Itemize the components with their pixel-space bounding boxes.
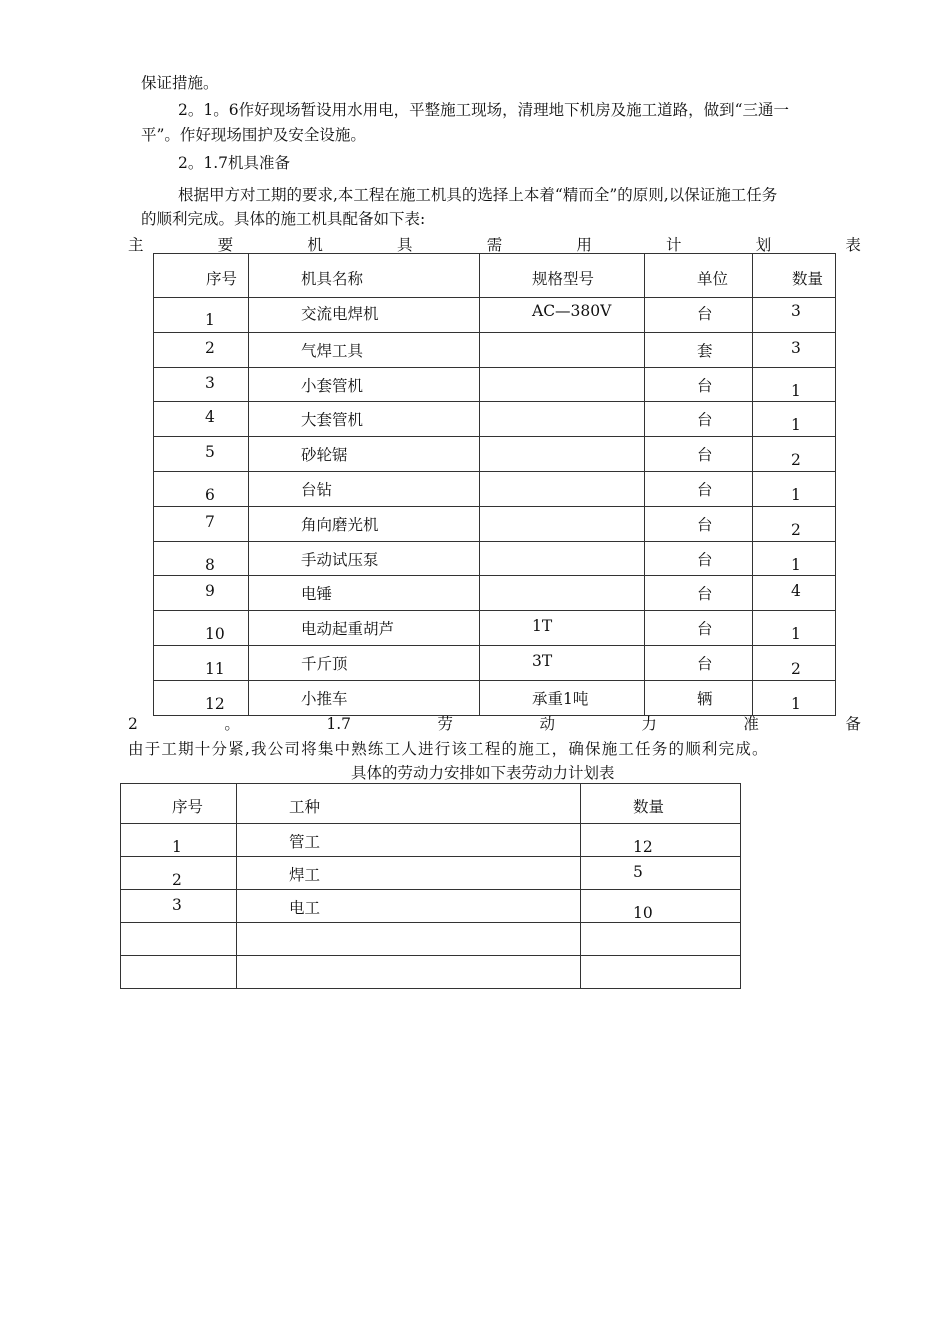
header-cell: 规格型号: [480, 254, 645, 298]
row-number: [121, 956, 237, 989]
table-row: [121, 824, 741, 857]
row-number: 12: [154, 680, 249, 715]
equipment-unit: 台: [645, 402, 753, 437]
equipment-unit: 台: [645, 471, 753, 506]
labour-section-heading: [128, 714, 861, 734]
table1-caption: [128, 235, 861, 255]
row-number: [121, 923, 237, 956]
equipment-spec: [480, 576, 645, 611]
row-number: 6: [154, 471, 249, 506]
paragraph-2-line-2: 平”。作好现场围护及安全设施。: [141, 126, 366, 144]
equipment-qty: 1: [753, 471, 836, 506]
equipment-unit: 台: [645, 645, 753, 680]
equipment-name: 台钻: [249, 471, 480, 506]
caption-char: 机: [307, 236, 323, 254]
equipment-unit: 辆: [645, 680, 753, 715]
row-number: 2: [154, 332, 249, 367]
table-row: [154, 541, 836, 576]
table-row: [121, 956, 741, 989]
paragraph-3-line-1: 根据甲方对工期的要求,本工程在施工机具的选择上本着“精而全”的原则,以保证施工任务: [178, 186, 778, 204]
header-cell: 数量: [753, 254, 836, 298]
caption-char: 用: [576, 236, 592, 254]
caption-char: 需: [486, 236, 503, 254]
equipment-name: 砂轮锯: [249, 437, 480, 472]
worker-count: [581, 956, 741, 989]
equipment-qty: 1: [753, 367, 836, 402]
equipment-name: 电锤: [249, 576, 480, 611]
heading-part: 准: [743, 715, 759, 733]
equipment-qty: 3: [753, 332, 836, 367]
equipment-unit: 台: [645, 506, 753, 541]
equipment-table: [153, 253, 836, 716]
row-number: 1: [121, 824, 237, 857]
header-cell: 序号: [121, 784, 237, 824]
table-row: [154, 576, 836, 611]
worker-count: [581, 923, 741, 956]
row-number: 4: [154, 402, 249, 437]
equipment-qty: 1: [753, 680, 836, 715]
header-cell: 机具名称: [249, 254, 480, 298]
header-cell: 序号: [154, 254, 249, 298]
header-cell: 工种: [237, 784, 581, 824]
table-row: [154, 298, 836, 333]
row-number: 2: [121, 857, 237, 890]
equipment-qty: 1: [753, 541, 836, 576]
equipment-qty: 2: [753, 645, 836, 680]
caption-char: 具: [397, 236, 413, 254]
row-number: 3: [121, 890, 237, 923]
equipment-spec: [480, 471, 645, 506]
table-row: [154, 367, 836, 402]
caption-char: 表: [845, 236, 861, 254]
table-row: [154, 506, 836, 541]
equipment-qty: 3: [753, 298, 836, 333]
worker-count: 10: [581, 890, 741, 923]
row-number: 1: [154, 298, 249, 333]
row-number: 11: [154, 645, 249, 680]
equipment-spec: [480, 506, 645, 541]
equipment-qty: 1: [753, 611, 836, 646]
table-row: [121, 890, 741, 923]
table-row: [154, 332, 836, 367]
worker-count: 5: [581, 857, 741, 890]
caption-char: 计: [666, 236, 682, 254]
heading-part: 劳: [437, 715, 453, 733]
table-row: [154, 402, 836, 437]
equipment-unit: 台: [645, 576, 753, 611]
equipment-qty: 2: [753, 437, 836, 472]
row-number: 3: [154, 367, 249, 402]
equipment-qty: 1: [753, 402, 836, 437]
worker-count: 12: [581, 824, 741, 857]
equipment-unit: 台: [645, 298, 753, 333]
equipment-name: 小推车: [249, 680, 480, 715]
equipment-name: 小套管机: [249, 367, 480, 402]
trade-name: 焊工: [237, 857, 581, 890]
equipment-name: 气焊工具: [249, 332, 480, 367]
row-number: 8: [154, 541, 249, 576]
equipment-spec: 3T: [480, 645, 645, 680]
equipment-spec: 承重1吨: [480, 680, 645, 715]
paragraph-1: 保证措施。: [141, 74, 219, 92]
trade-name: 管工: [237, 824, 581, 857]
trade-name: [237, 923, 581, 956]
row-number: 9: [154, 576, 249, 611]
table-row: [121, 923, 741, 956]
paragraph-3-line-2: 的顺利完成。具体的施工机具配备如下表:: [141, 210, 426, 228]
caption-char: 主: [128, 236, 144, 254]
row-number: 7: [154, 506, 249, 541]
paragraph-2-line-1: 2。1。6作好现场暂设用水用电，平整施工现场，清理地下机房及施工道路，做到“三通一: [178, 101, 790, 119]
trade-name: 电工: [237, 890, 581, 923]
heading-part: 动: [539, 715, 555, 733]
equipment-unit: 台: [645, 437, 753, 472]
heading-part: 1.7: [326, 715, 351, 733]
table-row: [154, 611, 836, 646]
equipment-name: 手动试压泵: [249, 541, 480, 576]
equipment-name: 角向磨光机: [249, 506, 480, 541]
equipment-unit: 台: [645, 541, 753, 576]
equipment-unit: 台: [645, 367, 753, 402]
equipment-spec: [480, 402, 645, 437]
table-row: [154, 471, 836, 506]
header-cell: 单位: [645, 254, 753, 298]
equipment-spec: [480, 541, 645, 576]
labour-paragraph-2: 具体的劳动力安排如下表劳动力计划表: [351, 764, 615, 782]
heading-part: 2: [128, 715, 138, 733]
equipment-name: 电动起重胡芦: [249, 611, 480, 646]
equipment-spec: 1T: [480, 611, 645, 646]
equipment-spec: [480, 367, 645, 402]
equipment-unit: 套: [645, 332, 753, 367]
table-header-row: [121, 784, 741, 824]
caption-char: 划: [755, 236, 772, 254]
heading-part: 备: [845, 715, 861, 733]
table-row: [121, 857, 741, 890]
equipment-name: 千斤顶: [249, 645, 480, 680]
equipment-qty: 4: [753, 576, 836, 611]
equipment-name: 交流电焊机: [249, 298, 480, 333]
labour-paragraph-1: 由于工期十分紧,我公司将集中熟练工人进行该工程的施工，确保施工任务的顺利完成。: [128, 740, 769, 758]
table-row: [154, 645, 836, 680]
header-cell: 数量: [581, 784, 741, 824]
heading-part: 力: [641, 715, 657, 733]
equipment-spec: AC—380V: [480, 298, 645, 333]
equipment-spec: [480, 332, 645, 367]
equipment-spec: [480, 437, 645, 472]
row-number: 10: [154, 611, 249, 646]
equipment-unit: 台: [645, 611, 753, 646]
labour-table: [120, 783, 741, 989]
table-row: [154, 680, 836, 715]
caption-char: 要: [217, 236, 234, 254]
equipment-qty: 2: [753, 506, 836, 541]
row-number: 5: [154, 437, 249, 472]
equipment-name: 大套管机: [249, 402, 480, 437]
section-heading-2-1-7: 2。1.7机具准备: [178, 154, 291, 172]
heading-part: 。: [224, 715, 240, 733]
trade-name: [237, 956, 581, 989]
table-row: [154, 437, 836, 472]
table-header-row: [154, 254, 836, 298]
